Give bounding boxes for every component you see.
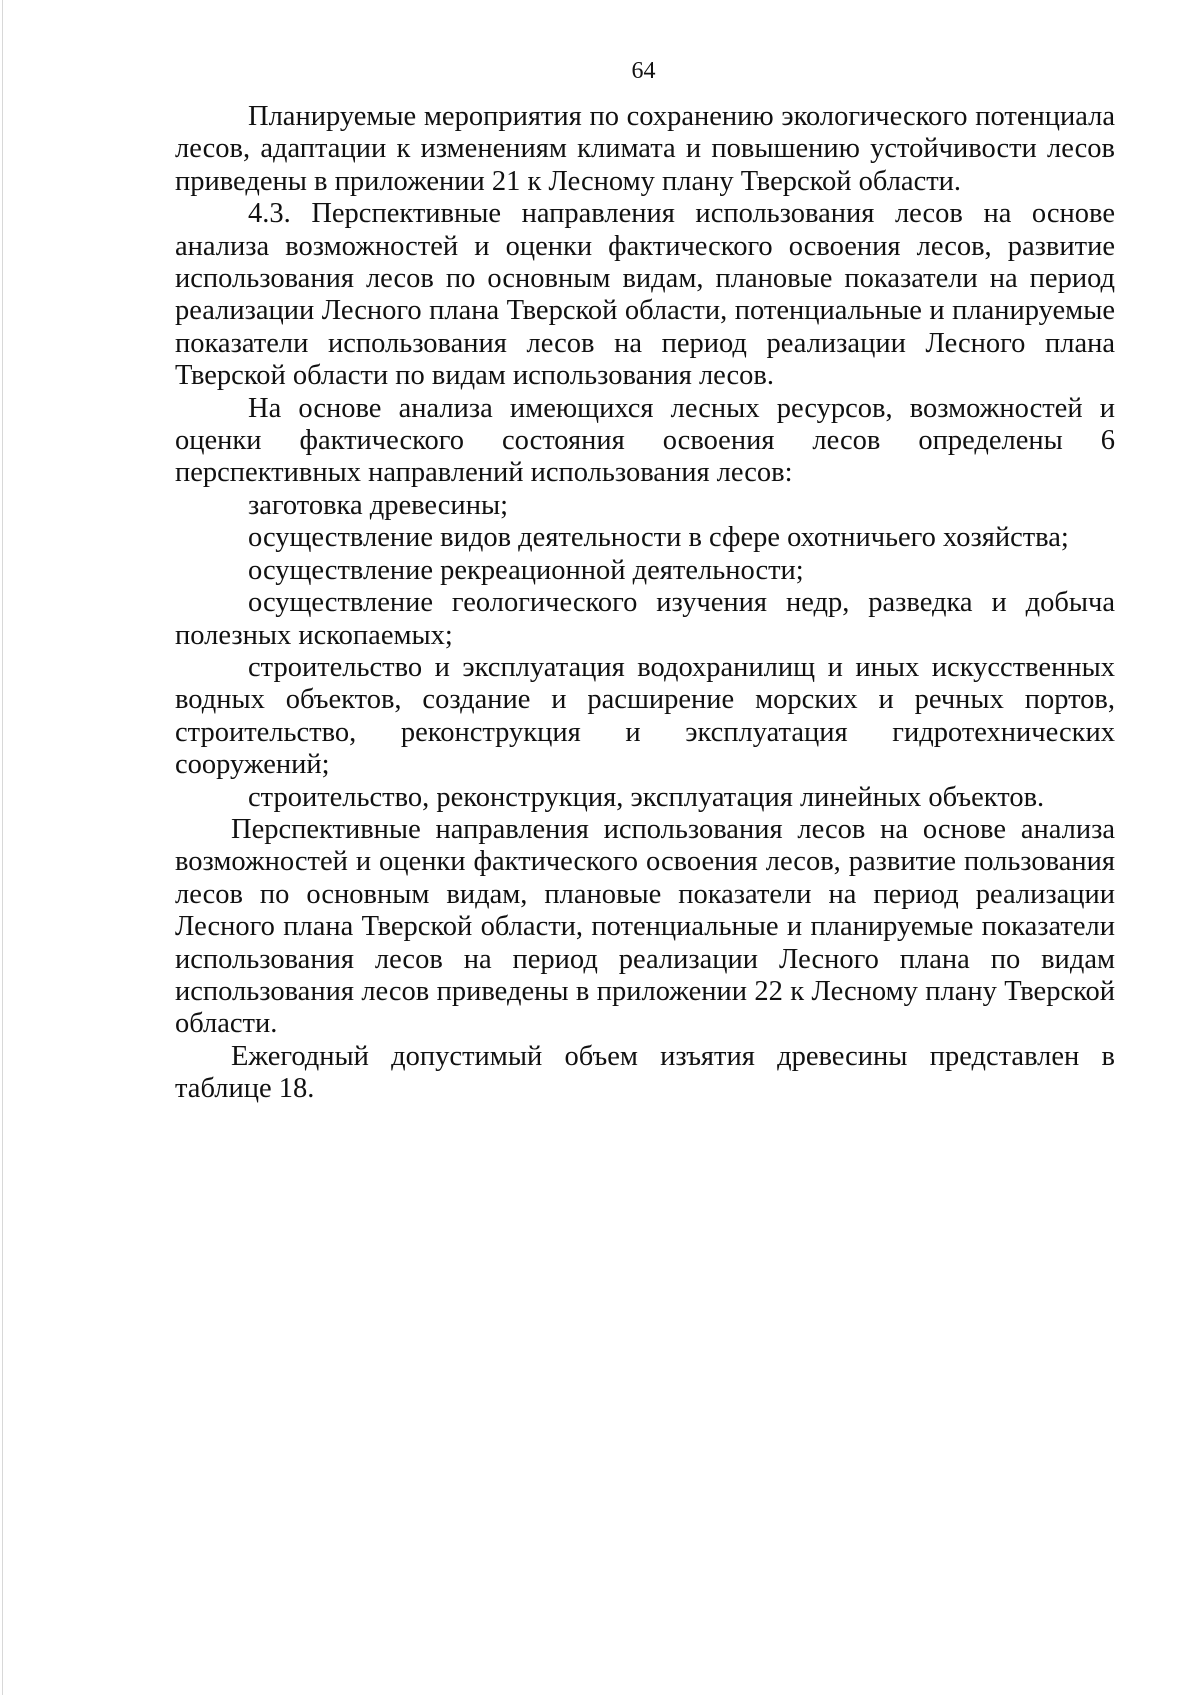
- page-number: 64: [631, 58, 656, 84]
- body-text: [175, 101, 1115, 1106]
- scan-edge-line: [2, 0, 3, 1695]
- paragraph-table-18-ref: Ежегодный допустимый объем изъятия древесины представлен в таблице 18.: [175, 1040, 1115, 1105]
- list-item: строительство и эксплуатация водохранилищ и иных искусственных водных объектов, создание и расширение морских и речных портов, строительство, реконструкция и эксплуатация гидротехнических сооружений;: [175, 651, 1115, 781]
- list-item: заготовка древесины;: [248, 489, 509, 521]
- paragraph-climate-measures: Планируемые мероприятия по сохранению экологического потенциала лесов, адаптации к изменениям климата и повышению устойчивости лесов приведены в приложении 21 к Лесному плану Тверской области.: [175, 101, 1115, 197]
- paragraph-section-4-3: 4.3. Перспективные направления использования лесов на основе анализа возможностей и оценки фактического освоения лесов, развитие использования лесов по основным видам, плановые показатели на период реализации Лесного плана Тверской области, потенциальные и планируемые показатели использования лесов на период реализации Лесного плана Тверской области по видам использования лесов.: [175, 198, 1115, 392]
- list-item: осуществление геологического изучения недр, разведка и добыча полезных ископаемых;: [175, 587, 1115, 651]
- paragraph-appendix-22: Перспективные направления использования лесов на основе анализа возможностей и оценки фактического освоения лесов, развитие пользования лесов по основным видам, плановые показатели на период реализации Лесного плана Тверской области, потенциальные и планируемые показатели использования лесов на период реализации Лесного плана по видам использования лесов приведены в приложении 22 к Лесному плану Тверской области.: [175, 813, 1115, 1040]
- paragraph-directions-intro: На основе анализа имеющихся лесных ресурсов, возможностей и оценки фактического состояния освоения лесов определены 6 перспективных направлений использования лесов:: [175, 392, 1115, 489]
- list-item: строительство, реконструкция, эксплуатация линейных объектов.: [248, 781, 1045, 813]
- list-item: осуществление рекреационной деятельности;: [248, 554, 804, 586]
- list-item: осуществление видов деятельности в сфере охотничьего хозяйства;: [248, 522, 1069, 554]
